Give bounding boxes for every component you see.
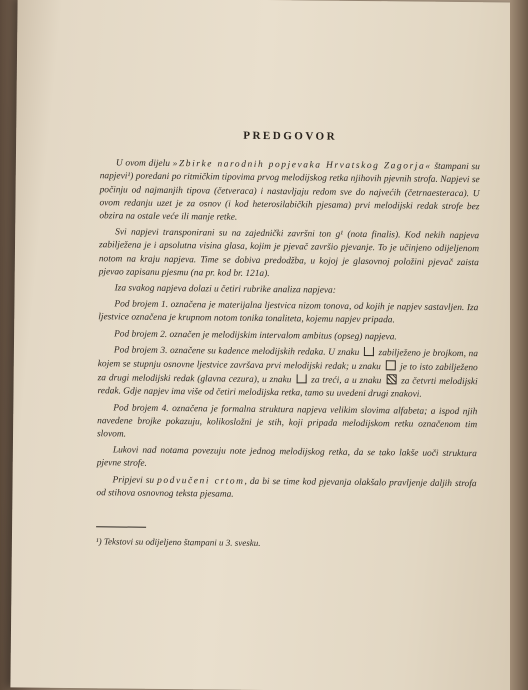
- paragraph-9: [96, 474, 476, 504]
- paragraph-1: [99, 157, 480, 227]
- fourth-line-cadence-symbol: [386, 375, 396, 385]
- paragraph-8: Lukovi nad notama povezuju note jednog melodijskog retka, da se tako lakše uoči struktura pjevne strofe.: [96, 445, 477, 470]
- footnote: ¹) Tekstovi su odijeljeno štampani u 3. svesku.: [95, 536, 261, 549]
- paragraph-6-part-3: je to isto zabilježeno za drugi melodijski redak (glavna cezura), u znaku: [97, 362, 478, 386]
- underlined-phrase: podvučeni crtom: [157, 475, 245, 487]
- second-line-cadence-symbol: [385, 360, 395, 370]
- paragraph-1-start: U ovom dijelu: [115, 158, 173, 170]
- paragraph-6: [97, 344, 478, 403]
- footnote-divider: [96, 526, 146, 528]
- paragraph-6-part-4: za treći, a u znaku: [311, 375, 382, 387]
- paragraph-9-rest: , da bi se time kod pjevanja olakšalo pravljenje daljih strofa od stihova osnovnog teksta pjesama.: [96, 476, 477, 500]
- paragraph-2: Svi napjevi transponirani su na zajednički završni ton g¹ (nota finalis). Kod nekih napjeva zabilježena je i apsolutna visina glasa, kojim je pjevač završio pjevanje. To je učinjeno odijeljenom notom na kraju napjeva. Time se dobiva predodžba, u kojoj je glasovnoj položini pjevač zaista pjevao zapisanu pjesmu (na pr. kod br. 121a).: [98, 227, 480, 279]
- paragraph-6-part-5: za četvrti melodijski redak. Gdje napjev ima više od četiri melodijska retka, tamo su uvedeni drugi znakovi.: [97, 376, 478, 401]
- collection-title: »Zbirke narodnih popjevaka Hrvatskog Zagorja«: [172, 159, 432, 172]
- paragraph-3: Iza svakog napjeva dolazi u četiri rubrike analiza napjeva:: [114, 283, 336, 296]
- book-edge: [510, 0, 528, 690]
- paragraph-5: Pod brojem 2. označen je melodijskim intervalom ambitus (opseg) napjeva.: [114, 329, 397, 343]
- book-page: [10, 0, 521, 690]
- paragraph-7: Pod brojem 4. označena je formalna struktura napjeva velikim slovima alfabeta; a ispod njih navedene brojke pokazuju, kolikosložni je stih, koji pripada melodijskom retku označenom tim slovom.: [97, 403, 478, 440]
- paragraph-6-part-2: zabilježeno je brojkom, na kojem se stupnju osnovne ljestvice završava prvi melodijski redak; u znaku: [97, 348, 478, 373]
- paragraph-6-part-1: Pod brojem 3. označene su kadence melodijskih redaka. U znaku: [113, 345, 360, 358]
- third-line-cadence-symbol: [296, 375, 306, 384]
- preface-text: [96, 128, 480, 552]
- first-line-cadence-symbol: [364, 347, 374, 356]
- page-title: PREDGOVOR: [243, 129, 338, 143]
- paragraph-4: Pod brojem 1. označena je materijalna ljestvica nizom tonova, od kojih je napjev sastavljen. Iza ljestvice označena je krupnom notom tonika tonaliteta, kojemu napjev pripada.: [98, 299, 479, 326]
- paragraph-9-start: Pripjevi su: [112, 475, 158, 486]
- paragraph-1-rest: štampani su napjevi¹) poredani po ritmičkim tipovima prvog melodijskog retka njihovih pjevnih strofa. Napjevi se počinju od najmanjih tipova (četveraca) i nastavljaju redom sve do najvećih (četrnaesteraca). U ovom redanju uzet je za osnov (i kod heterosilabičkih pjesama) prvi melodijski redak strofe bez obzira na ostale veće ili manje retke.: [99, 161, 480, 223]
